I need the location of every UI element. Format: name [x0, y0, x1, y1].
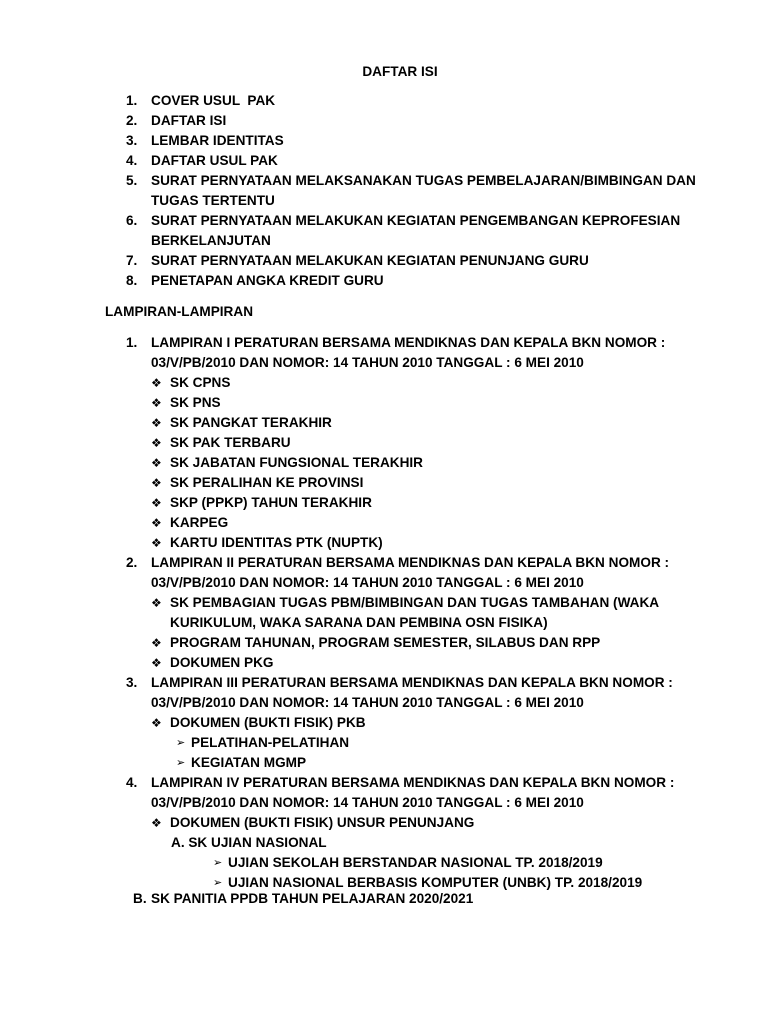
- toc-item-number: 6.: [126, 213, 138, 228]
- bullet-text: SK CPNS: [170, 375, 231, 390]
- bullet-item: [151, 413, 716, 433]
- bullet-text: SK PEMBAGIAN TUGAS PBM/BIMBINGAN DAN TUGAS TAMBAHAN (WAKA KURIKULUM, WAKA SARANA DAN PEMBINA OSN FISIKA): [170, 595, 659, 630]
- bullet-text: DOKUMEN (BUKTI FISIK) PKB: [170, 715, 366, 730]
- toc-item: [126, 271, 706, 291]
- toc-item-number: 1.: [126, 93, 138, 108]
- bullet-item: [151, 653, 716, 673]
- bullet-item: [151, 533, 716, 553]
- toc-item: [126, 151, 706, 171]
- toc-item-number: 8.: [126, 273, 138, 288]
- bullet-list: [151, 713, 716, 773]
- document-title: DAFTAR ISI: [362, 64, 438, 79]
- bullet-item: [151, 493, 716, 513]
- toc-item-text: COVER USUL PAK: [151, 93, 276, 108]
- bullet-text: SK PAK TERBARU: [170, 435, 291, 450]
- arrow-text: PELATIHAN-PELATIHAN: [191, 735, 350, 750]
- arrow-bullet-icon: ➢: [176, 757, 186, 769]
- sub-item-a: A. SK UJIAN NASIONAL: [171, 835, 327, 850]
- toc-list: [126, 91, 706, 291]
- arrow-text: UJIAN SEKOLAH BERSTANDAR NASIONAL TP. 2018/2019: [228, 855, 603, 870]
- lampiran-item-text: LAMPIRAN III PERATURAN BERSAMA MENDIKNAS DAN KEPALA BKN NOMOR : 03/V/PB/2010 DAN NOMOR: 14 TAHUN 2010 TANGGAL : 6 MEI 2010: [151, 675, 673, 710]
- toc-item-text: PENETAPAN ANGKA KREDIT GURU: [151, 273, 384, 288]
- lampiran-item-text: LAMPIRAN II PERATURAN BERSAMA MENDIKNAS DAN KEPALA BKN NOMOR : 03/V/PB/2010 DAN NOMOR: 14 TAHUN 2010 TANGGAL : 6 MEI 2010: [151, 555, 670, 590]
- lampiran-item: [126, 673, 716, 773]
- diamond-bullet-icon: ❖: [151, 496, 162, 510]
- toc-item-text: SURAT PERNYATAAN MELAKSANAKAN TUGAS PEMBELAJARAN/BIMBINGAN DAN TUGAS TERTENTU: [151, 173, 696, 208]
- bullet-text: KARTU IDENTITAS PTK (NUPTK): [170, 535, 383, 550]
- lampiran-item-text: LAMPIRAN IV PERATURAN BERSAMA MENDIKNAS DAN KEPALA BKN NOMOR : 03/V/PB/2010 DAN NOMOR: 14 TAHUN 2010 TANGGAL : 6 MEI 2010: [151, 775, 675, 810]
- toc-item-text: LEMBAR IDENTITAS: [151, 133, 284, 148]
- arrow-item: [176, 753, 716, 773]
- bullet-list: [151, 373, 716, 553]
- lampiran-item: [126, 333, 716, 553]
- bullet-text: SK PERALIHAN KE PROVINSI: [170, 475, 364, 490]
- bullet-item: [151, 813, 716, 833]
- arrow-bullet-icon: ➢: [213, 857, 223, 869]
- toc-item-text: SURAT PERNYATAAN MELAKUKAN KEGIATAN PENGEMBANGAN KEPROFESIAN BERKELANJUTAN: [151, 213, 681, 248]
- arrow-text: KEGIATAN MGMP: [191, 755, 307, 770]
- arrow-item: [176, 733, 716, 753]
- lampiran-heading: LAMPIRAN-LAMPIRAN: [105, 304, 254, 319]
- final-item-number: B.: [133, 891, 147, 906]
- lampiran-item-number: 4.: [126, 775, 138, 790]
- toc-item-number: 2.: [126, 113, 138, 128]
- lampiran-list: [126, 333, 716, 893]
- lampiran-item: [126, 773, 716, 893]
- toc-item-number: 5.: [126, 173, 138, 188]
- bullet-text: SK PANGKAT TERAKHIR: [170, 415, 332, 430]
- arrow-bullet-icon: ➢: [213, 877, 223, 889]
- lampiran-item-number: 2.: [126, 555, 138, 570]
- toc-item-number: 7.: [126, 253, 138, 268]
- diamond-bullet-icon: ❖: [151, 436, 162, 450]
- bullet-list: [151, 593, 716, 673]
- bullet-text: KARPEG: [170, 515, 229, 530]
- toc-item-text: DAFTAR USUL PAK: [151, 153, 278, 168]
- bullet-text: SK JABATAN FUNGSIONAL TERAKHIR: [170, 455, 423, 470]
- bullet-item: [151, 713, 716, 773]
- toc-item-text: DAFTAR ISI: [151, 113, 227, 128]
- bullet-text: SKP (PPKP) TAHUN TERAKHIR: [170, 495, 372, 510]
- toc-item-text: SURAT PERNYATAAN MELAKUKAN KEGIATAN PENUNJANG GURU: [151, 253, 589, 268]
- diamond-bullet-icon: ❖: [151, 816, 162, 830]
- arrow-list: [151, 853, 716, 893]
- arrow-list: [170, 733, 716, 773]
- final-item-text: SK PANITIA PPDB TAHUN PELAJARAN 2020/2021: [151, 891, 474, 906]
- arrow-bullet-icon: ➢: [176, 737, 186, 749]
- bullet-text: DOKUMEN PKG: [170, 655, 274, 670]
- toc-item: [126, 131, 706, 151]
- bullet-item: [151, 453, 716, 473]
- final-item: [133, 889, 473, 909]
- toc-item: [126, 211, 706, 251]
- diamond-bullet-icon: ❖: [151, 396, 162, 410]
- diamond-bullet-icon: ❖: [151, 476, 162, 490]
- lampiran-item-number: 3.: [126, 675, 138, 690]
- toc-item: [126, 251, 706, 271]
- bullet-item: [151, 473, 716, 493]
- arrow-item: [213, 853, 716, 873]
- toc-item-number: 4.: [126, 153, 138, 168]
- toc-item-number: 3.: [126, 133, 138, 148]
- diamond-bullet-icon: ❖: [151, 416, 162, 430]
- bullet-item: [151, 593, 716, 633]
- diamond-bullet-icon: ❖: [151, 656, 162, 670]
- bullet-text: PROGRAM TAHUNAN, PROGRAM SEMESTER, SILABUS DAN RPP: [170, 635, 601, 650]
- diamond-bullet-icon: ❖: [151, 716, 162, 730]
- bullet-item: [151, 393, 716, 413]
- bullet-list: [151, 813, 716, 833]
- lampiran-item: [126, 553, 716, 673]
- toc-item: [126, 91, 706, 111]
- diamond-bullet-icon: ❖: [151, 596, 162, 610]
- bullet-item: [151, 633, 716, 653]
- diamond-bullet-icon: ❖: [151, 636, 162, 650]
- bullet-item: [151, 513, 716, 533]
- toc-item: [126, 111, 706, 131]
- diamond-bullet-icon: ❖: [151, 536, 162, 550]
- lampiran-item-text: LAMPIRAN I PERATURAN BERSAMA MENDIKNAS DAN KEPALA BKN NOMOR : 03/V/PB/2010 DAN NOMOR: 14 TAHUN 2010 TANGGAL : 6 MEI 2010: [151, 335, 666, 370]
- lampiran-item-number: 1.: [126, 335, 138, 350]
- bullet-item: [151, 373, 716, 393]
- toc-item: [126, 171, 706, 211]
- bullet-text: SK PNS: [170, 395, 221, 410]
- diamond-bullet-icon: ❖: [151, 456, 162, 470]
- bullet-item: [151, 433, 716, 453]
- arrow-text: UJIAN NASIONAL BERBASIS KOMPUTER (UNBK) TP. 2018/2019: [228, 875, 643, 890]
- diamond-bullet-icon: ❖: [151, 376, 162, 390]
- bullet-text: DOKUMEN (BUKTI FISIK) UNSUR PENUNJANG: [170, 815, 475, 830]
- diamond-bullet-icon: ❖: [151, 516, 162, 530]
